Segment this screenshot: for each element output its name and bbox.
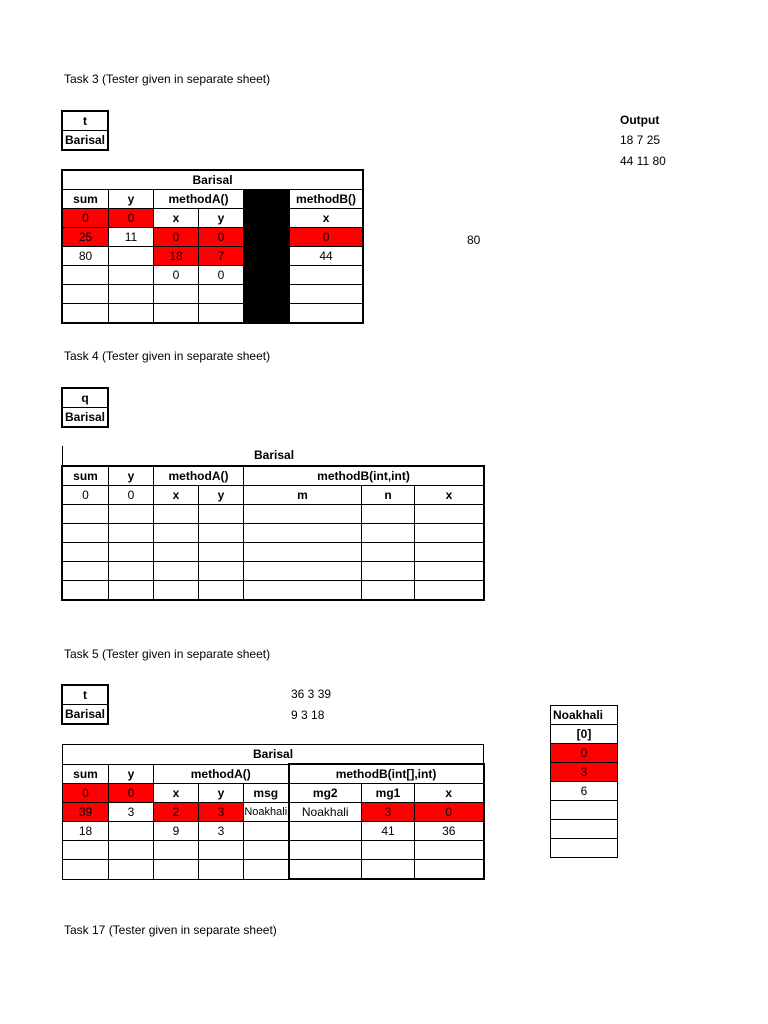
- cell: x: [154, 486, 199, 505]
- col-y: y: [109, 190, 154, 209]
- cell: x: [154, 784, 199, 803]
- cell: [109, 285, 154, 304]
- var-value: Barisal: [63, 408, 108, 427]
- col-sum: sum: [63, 467, 109, 486]
- array-index: [0]: [551, 725, 618, 744]
- cell: 3: [362, 803, 415, 822]
- table-row: [63, 860, 484, 880]
- array-cell: 3: [551, 763, 618, 782]
- cell: y: [199, 784, 244, 803]
- cell: [109, 822, 154, 841]
- cell: y: [199, 486, 244, 505]
- col-methodA: methodA(): [154, 467, 244, 486]
- col-sum: sum: [63, 190, 109, 209]
- cell: x: [415, 784, 484, 803]
- col-y: y: [109, 467, 154, 486]
- cell: [290, 266, 363, 285]
- cell: [290, 304, 363, 323]
- cell: 0: [199, 266, 244, 285]
- cell: 11: [109, 228, 154, 247]
- cell: 0: [63, 784, 109, 803]
- side-value: 80: [467, 233, 481, 247]
- cell: n: [362, 486, 415, 505]
- cell: x: [415, 486, 484, 505]
- col-methodA: methodA(): [154, 764, 289, 784]
- cell: 0: [199, 228, 244, 247]
- output-line-1: 36 3 39: [291, 687, 332, 701]
- array-cell: 6: [551, 782, 618, 801]
- col-y: y: [109, 764, 154, 784]
- var-name: t: [63, 686, 108, 705]
- cell: 0: [415, 803, 484, 822]
- task5-memory-table: [62, 744, 485, 880]
- cell: m: [244, 486, 362, 505]
- task5-var-table: [62, 685, 108, 724]
- cell: 0: [63, 486, 109, 505]
- table-row: [63, 543, 484, 562]
- cell: [244, 822, 289, 841]
- cell: [109, 247, 154, 266]
- cell: 0: [154, 228, 199, 247]
- cell: [63, 304, 109, 323]
- cell: [63, 285, 109, 304]
- cell: mg2: [289, 784, 362, 803]
- cell: Noakhali: [244, 803, 289, 822]
- cell: x: [290, 209, 363, 228]
- task3-heading: Task 3 (Tester given in separate sheet): [64, 72, 271, 86]
- task3-memory-table: [62, 170, 363, 323]
- col-methodA: methodA(): [154, 190, 244, 209]
- cell: 18: [154, 247, 199, 266]
- output-line-2: 9 3 18: [291, 708, 325, 722]
- table-title: Barisal: [63, 745, 484, 765]
- cell: [154, 285, 199, 304]
- table-row: [63, 266, 363, 285]
- task3-var-table: [62, 111, 108, 150]
- task4-var-table: [62, 388, 108, 427]
- array-cell: 0: [551, 744, 618, 763]
- cell: 0: [290, 228, 363, 247]
- cell: [154, 304, 199, 323]
- cell: mg1: [362, 784, 415, 803]
- table-title: Barisal: [63, 171, 363, 190]
- cell: 25: [63, 228, 109, 247]
- table-row: [63, 524, 484, 543]
- table-row: [63, 562, 484, 581]
- col-methodB: methodB(int[],int): [289, 764, 484, 784]
- table-title: Barisal: [254, 448, 295, 462]
- var-name: q: [63, 389, 108, 408]
- cell: 2: [154, 803, 199, 822]
- cell: [199, 304, 244, 323]
- table-row: [63, 247, 363, 266]
- cell: y: [199, 209, 244, 228]
- cell: 3: [109, 803, 154, 822]
- var-name: t: [63, 112, 108, 131]
- col-sum: sum: [63, 764, 109, 784]
- title-left-edge: [62, 446, 63, 466]
- task4-heading: Task 4 (Tester given in separate sheet): [64, 349, 271, 363]
- table-row: [63, 822, 484, 841]
- cell: 7: [199, 247, 244, 266]
- var-value: Barisal: [63, 705, 108, 724]
- cell: [109, 304, 154, 323]
- cell: [290, 285, 363, 304]
- cell: 39: [63, 803, 109, 822]
- table-row: [63, 803, 484, 822]
- cell: 0: [109, 486, 154, 505]
- cell: 3: [199, 822, 244, 841]
- cell: Noakhali: [289, 803, 362, 822]
- var-value: Barisal: [63, 131, 108, 150]
- cell: 0: [63, 209, 109, 228]
- table-row: [63, 581, 484, 600]
- table-row: [63, 304, 363, 323]
- cell: 9: [154, 822, 199, 841]
- black-separator: [244, 190, 290, 323]
- table-row: [63, 228, 363, 247]
- array-table: [550, 705, 618, 858]
- cell: 44: [290, 247, 363, 266]
- cell: [289, 822, 362, 841]
- task17-heading: Task 17 (Tester given in separate sheet): [64, 923, 277, 937]
- cell: 3: [199, 803, 244, 822]
- cell: 0: [109, 784, 154, 803]
- cell: 0: [109, 209, 154, 228]
- task4-memory-table: [62, 466, 484, 600]
- col-methodB: methodB(int,int): [244, 467, 484, 486]
- cell: msg: [244, 784, 289, 803]
- output-label: Output: [620, 113, 660, 127]
- output-line-1: 18 7 25: [620, 133, 661, 147]
- table-row: [63, 841, 484, 860]
- cell: 0: [154, 266, 199, 285]
- table-row: [63, 285, 363, 304]
- cell: 80: [63, 247, 109, 266]
- array-title: Noakhali: [551, 706, 618, 725]
- cell: [63, 266, 109, 285]
- table-row: [63, 505, 484, 524]
- cell: x: [154, 209, 199, 228]
- task5-heading: Task 5 (Tester given in separate sheet): [64, 647, 271, 661]
- col-methodB: methodB(): [290, 190, 363, 209]
- cell: 36: [415, 822, 484, 841]
- cell: 41: [362, 822, 415, 841]
- cell: 18: [63, 822, 109, 841]
- output-line-2: 44 11 80: [620, 154, 666, 168]
- cell: [109, 266, 154, 285]
- cell: [199, 285, 244, 304]
